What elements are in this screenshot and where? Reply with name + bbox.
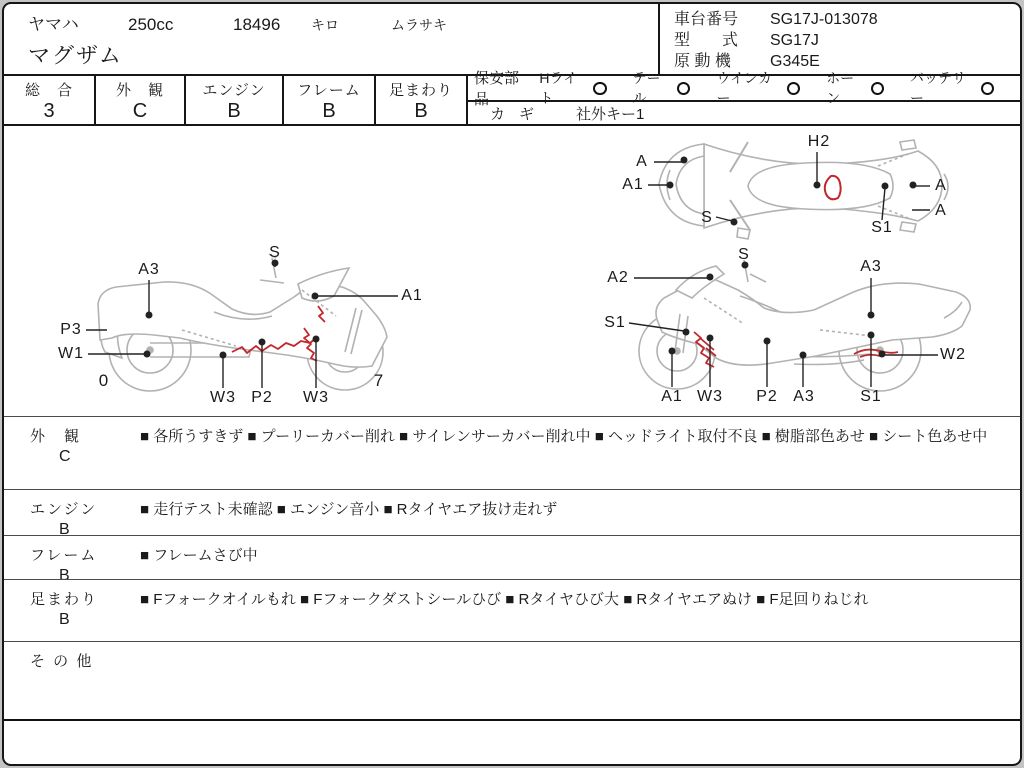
auction-sheet xyxy=(2,2,1022,766)
safety-item-taillight: テール xyxy=(633,68,691,108)
comment-row-engine: エンジン B ■ 走行テスト未確認 ■ エンジン音小 ■ Rタイヤエア抜け走れず xyxy=(4,489,1020,535)
damage-label: A3 xyxy=(860,258,882,275)
header xyxy=(4,4,1020,76)
comment-text: ■ Fフォークオイルもれ ■ Fフォークダストシールひび ■ Rタイヤひび大 ■ Rタイヤエアぬけ ■ F足回りねじれ xyxy=(140,591,869,608)
grade-engine: エンジン B xyxy=(186,76,284,124)
bottom-empty-row xyxy=(4,719,1020,764)
safety-item-battery: バッテリー xyxy=(910,68,994,108)
key-label: カギ xyxy=(490,105,549,123)
comment-row-undercarriage: 足まわり B ■ Fフォークオイルもれ ■ Fフォークダストシールひび ■ Rタイヤひび大 ■ Rタイヤエアぬけ ■ F足回りねじれ xyxy=(4,579,1020,641)
damage-label: A xyxy=(935,202,947,219)
key-value: 社外キー1 xyxy=(576,105,645,123)
damage-label: S xyxy=(269,244,281,261)
damage-label: W1 xyxy=(58,345,84,362)
damage-label: W3 xyxy=(697,388,723,405)
mileage-unit: キロ xyxy=(311,17,339,33)
damage-label: S1 xyxy=(604,314,626,331)
damage-label: S1 xyxy=(871,219,893,236)
damage-label: W3 xyxy=(303,389,329,406)
displacement: 250cc xyxy=(128,15,174,34)
grade-overall: 総 合 3 xyxy=(4,76,96,124)
vehicle-id-box xyxy=(658,4,1020,74)
damage-label: A xyxy=(935,177,947,194)
comment-row-exterior: 外 観 C ■ 各所うすきず ■ プーリーカバー削れ ■ サイレンサーカバー削れ中 ■ ヘッドライト取付不良 ■ 樹脂部色あせ ■ シート色あせ中 xyxy=(4,416,1020,489)
damage-label: A1 xyxy=(401,287,423,304)
damage-label: H2 xyxy=(807,133,831,150)
safety-parts-label: 保安部品 xyxy=(474,70,520,108)
engine-code-value: G345E xyxy=(770,53,820,70)
comment-row-frame: フレーム B ■ フレームさび中 xyxy=(4,535,1020,579)
model-code-label: 型 式 xyxy=(674,32,739,49)
damage-label: A1 xyxy=(661,388,683,405)
damage-label: S xyxy=(701,209,713,226)
damage-label: P2 xyxy=(251,389,273,406)
ok-circle-icon xyxy=(787,82,800,95)
body-color: ムラサキ xyxy=(391,17,447,33)
comment-text: ■ フレームさび中 xyxy=(140,547,258,564)
ok-circle-icon xyxy=(593,82,606,95)
damage-label: A xyxy=(636,153,648,170)
damage-diagram-area xyxy=(4,126,1020,416)
panel-count: 7 xyxy=(373,371,385,390)
damage-label: W2 xyxy=(940,346,966,363)
chassis-number-value: SG17J-013078 xyxy=(770,11,878,28)
ok-circle-icon xyxy=(871,82,884,95)
safety-item-horn: ホーン xyxy=(826,68,884,108)
panel-count: 0 xyxy=(98,371,110,390)
comment-text xyxy=(136,642,1020,719)
comment-row-other: そ の 他 xyxy=(4,641,1020,719)
model-code-value: SG17J xyxy=(770,32,819,49)
damage-label: P2 xyxy=(756,388,778,405)
ok-circle-icon xyxy=(677,82,690,95)
chassis-number-label: 車台番号 xyxy=(674,11,739,28)
damage-label: A3 xyxy=(138,261,160,278)
model-name: マグザム xyxy=(28,43,123,68)
damage-label: S xyxy=(738,246,750,263)
vehicle-summary xyxy=(4,4,658,74)
grade-exterior: 外 観 C xyxy=(96,76,186,124)
damage-label: A3 xyxy=(793,388,815,405)
safety-item-winker: ウインカー xyxy=(716,68,800,108)
damage-label: A2 xyxy=(607,269,629,286)
comment-text: ■ 各所うすきず ■ プーリーカバー削れ ■ サイレンサーカバー削れ中 ■ ヘッドライト取付不良 ■ 樹脂部色あせ ■ シート色あせ中 xyxy=(140,428,988,445)
damage-label: P3 xyxy=(60,321,82,338)
safety-item-headlight: Hライト xyxy=(539,68,606,108)
damage-label: W3 xyxy=(210,389,236,406)
damage-label: A1 xyxy=(622,176,644,193)
engine-code-label: 原 動 機 xyxy=(674,53,731,70)
maker-name: ヤマハ xyxy=(28,15,79,34)
grade-frame: フレーム B xyxy=(284,76,376,124)
comment-text: ■ 走行テスト未確認 ■ エンジン音小 ■ Rタイヤエア抜け走れず xyxy=(140,501,558,518)
mileage-value: 18496 xyxy=(233,15,281,34)
inspector-comments xyxy=(4,416,1020,764)
grade-strip xyxy=(4,70,1020,126)
ok-circle-icon xyxy=(981,82,994,95)
damage-label: S1 xyxy=(860,388,882,405)
safety-parts-box xyxy=(468,70,1020,124)
grade-undercarriage: 足まわり B xyxy=(376,76,468,124)
